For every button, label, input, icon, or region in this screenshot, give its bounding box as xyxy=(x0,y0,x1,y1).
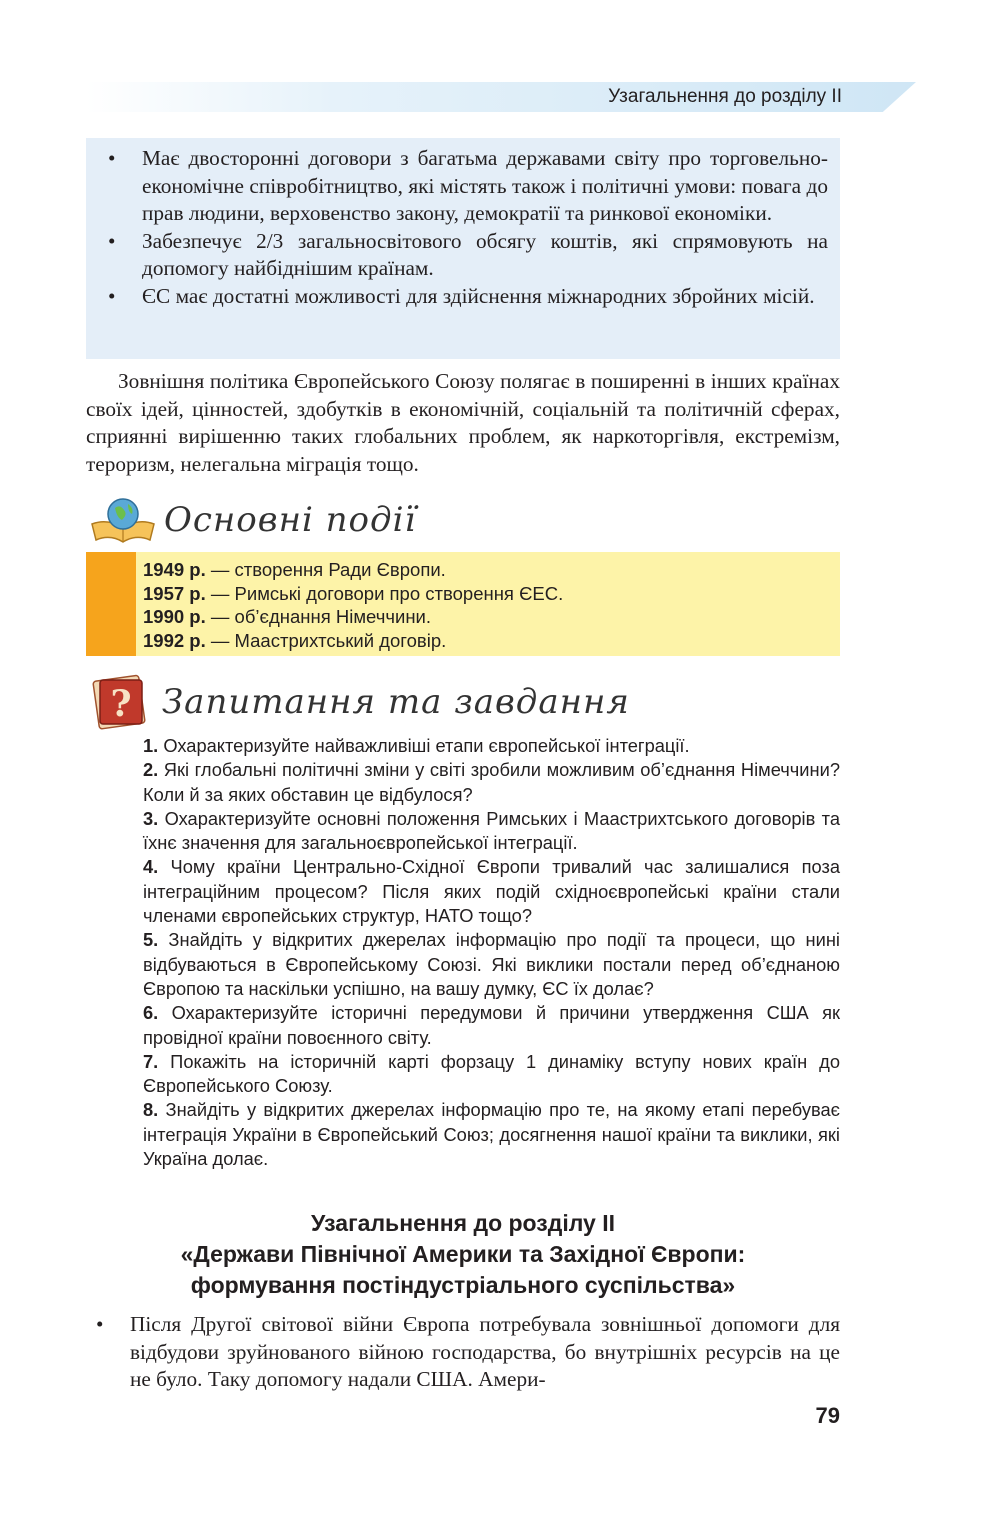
list-item: • ЄС має достатні можливості для здійснення міжнародних збройних місій. xyxy=(100,283,828,311)
events-title: Основні події xyxy=(164,500,417,540)
questions-list xyxy=(143,734,840,1171)
event-year: 1957 р. xyxy=(143,582,206,604)
list-item: • Забезпечує 2/3 загальносвітового обсягу коштів, які спрямовують на допомогу найбіднішим країнам. xyxy=(108,228,828,280)
summary-title: Узагальнення до розділу ІІ «Держави Північної Америки та Західної Європи: формування постіндустріального суспільства» xyxy=(180,1210,746,1298)
question-item: 6. Охарактеризуйте історичні передумови й причини утвердження США як провідної країни повоєнного світу. xyxy=(143,1002,840,1048)
question-item: 7. Покажіть на історичній карті форзацу 1 динаміку вступу нових країн до Європейського Союзу. xyxy=(143,1050,840,1097)
svg-text:?: ? xyxy=(110,683,132,725)
event-year: 1949 р. xyxy=(143,559,206,580)
bullet-icon: • xyxy=(108,228,116,253)
bullet-icon: • xyxy=(96,1312,104,1336)
events-accent-bar xyxy=(86,552,136,656)
event-year: 1992 р. xyxy=(143,629,206,651)
list-item: 1957 р. — Римські договори про створення ЄЕС. xyxy=(143,582,564,604)
question-item: 8. Знайдіть у відкритих джерелах інформацію про те, на якому етапі перебуває інтеграція України в Європейський Союз; досягнення нашої країни та виклики, які Україна долає. xyxy=(143,1099,840,1170)
page-number: 79 xyxy=(815,1403,840,1428)
bullet-icon: • xyxy=(108,283,116,308)
questions-header xyxy=(90,672,630,732)
list-item: 1992 р. — Маастрихтський договір. xyxy=(143,629,447,651)
list-item: • Після Другої світової війни Європа потребувала зовнішньої допомоги для відбудови зруйнованого війною господарства, бо внутрішніх ресурсів на це не було. Таку допомогу надали США. Амери- xyxy=(96,1312,840,1391)
running-header: Узагальнення до розділу ІІ xyxy=(608,86,842,107)
question-mark-icon xyxy=(90,672,150,732)
list-item: 1990 р. — об’єднання Німеччини. xyxy=(143,606,432,627)
question-item: 1. Охарактеризуйте найважливіші етапи європейської інтеграції. xyxy=(143,735,690,756)
question-item: 5. Знайдіть у відкритих джерелах інформацію про події та процеси, що нині відбуваються в Європейському Союзі. Які виклики постали перед об’єднаною Європою та наскільки успішно, на вашу думку, ЄС їх долає? xyxy=(143,929,840,999)
list-item: • Має двосторонні договори з багатьма державами світу про торговельно-економічне співробітництво, які містять також і політичні умови: повага до прав людини, верховенство закону, демократії та ринкової економіки. xyxy=(108,146,828,225)
summary-list xyxy=(86,1311,840,1394)
bullet-icon: • xyxy=(108,146,116,170)
question-item: 2. Які глобальні політичні зміни у світі зробили можливим об’єднання Німеччини? Коли й за яких обставин це відбулося? xyxy=(143,759,840,805)
question-item: 4. Чому країни Центрально-Східної Європи тривалий час залишалися поза інтеграційним процесом? Після яких подій східноєвропейські країни стали членами європейських структур, НАТО тощо? xyxy=(143,856,840,927)
question-item: 3. Охарактеризуйте основні положення Римських і Маастрихтського договорів та їхнє значення для загальноєвропейської інтеграції. xyxy=(143,807,840,854)
questions-title: Запитання та завдання xyxy=(162,682,630,722)
info-box-list xyxy=(100,145,828,310)
body-paragraph: Зовнішня політика Європейського Союзу полягає в поширенні в інших країнах своїх ідей, цінностей, здобутків в економічній, соціальній та політичній сферах, сприянні вирішенню таких глобальних проблем, як наркоторгівля, екстремізм, тероризм, нелегальна міграція тощо. xyxy=(86,369,840,476)
list-item: 1949 р. — створення Ради Європи. xyxy=(143,559,446,580)
event-year: 1990 р. xyxy=(143,606,206,627)
events-list xyxy=(143,558,563,652)
open-book-globe-icon xyxy=(88,494,158,546)
events-header xyxy=(88,494,416,546)
